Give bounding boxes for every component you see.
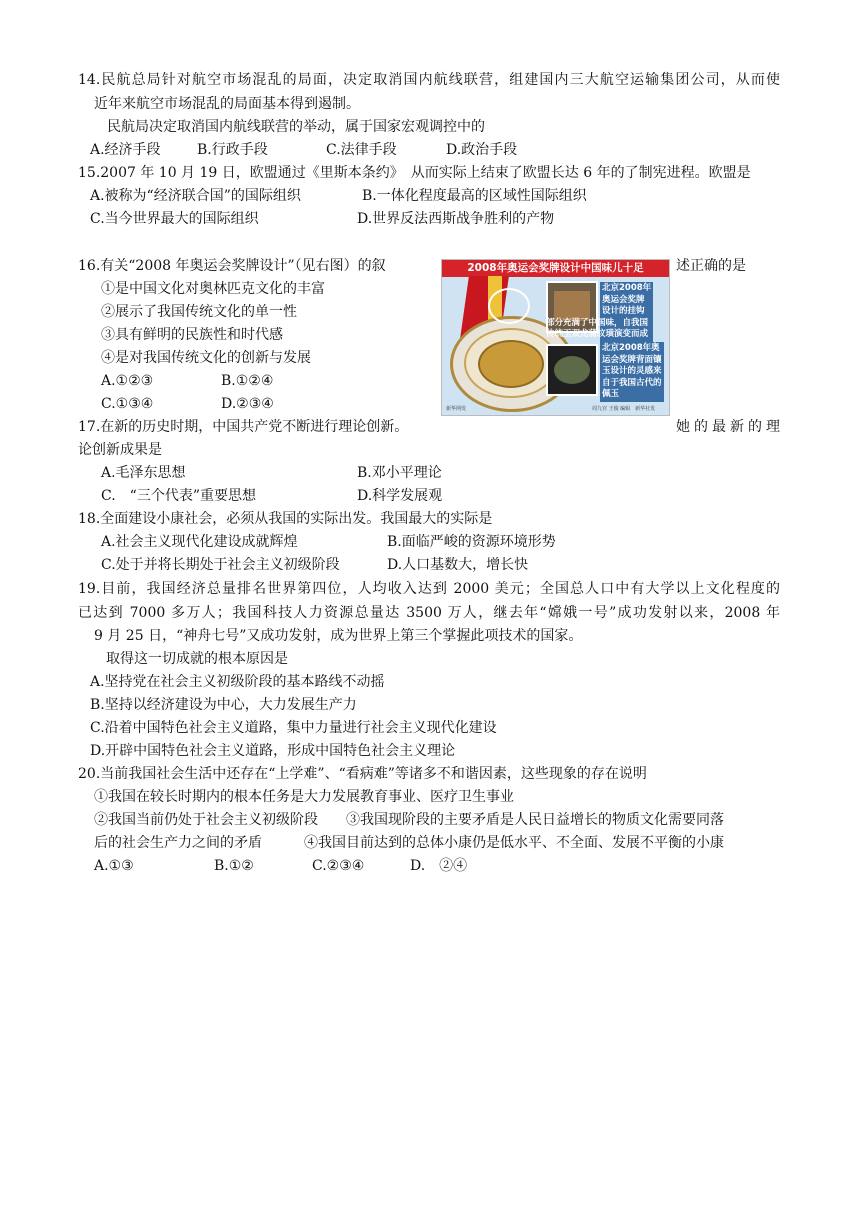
caption-1-line-5: 传统玉双龙蒲纹璜演变而成	[546, 329, 649, 339]
hook-highlight-circle	[488, 288, 530, 324]
q19-stem: 取得这一切成就的根本原因是	[106, 651, 288, 667]
q17-text-right: 她的最新的理	[676, 419, 780, 435]
q14-text-line-1: 14.民航总局针对航空市场混乱的局面，决定取消国内航线联营，组建国内三大航空运输集团公司，从而使	[78, 72, 780, 88]
q19-text-line-3: 9 月 25 日，“神舟七号”又成功发射，成为世界上第三个掌握此项技术的国家。	[94, 628, 583, 644]
q20-option-a: A.①③	[94, 858, 134, 874]
caption-2-line-4: 自于我国古代的	[602, 377, 662, 388]
q16-item-4: ④是对我国传统文化的创新与发展	[101, 350, 311, 366]
caption-2-line-1: 北京2008年奥	[602, 343, 660, 353]
q20-option-c: C.②③④	[312, 858, 365, 874]
q16-item-1: ①是中国文化对奥林匹克文化的丰富	[101, 281, 325, 297]
q14-option-b: B.行政手段	[197, 142, 268, 158]
q14-option-c: C.法律手段	[326, 142, 397, 158]
q15-option-d: D.世界反法西斯战争胜利的产物	[357, 211, 555, 227]
q19-option-c: C.沿着中国特色社会主义道路，集中力量进行社会主义现代化建设	[90, 720, 497, 736]
q16-item-3: ③具有鲜明的民族性和时代感	[101, 327, 283, 343]
q16-option-c: C.①③④	[101, 396, 154, 412]
q20-option-b: B.①②	[214, 858, 254, 874]
q14-text-line-2: 近年来航空市场混乱的局面基本得到遏制。	[94, 96, 360, 112]
figure-banner: 2008年奥运会奖牌设计中国味儿十足	[442, 260, 669, 277]
caption-2-line-5: 佩玉	[602, 389, 620, 399]
q14-stem: 民航局决定取消国内航线联营的举动，属于国家宏观调控中的	[107, 119, 485, 135]
figure-footer-right: 周九宫 王俊 编辑 新华社发	[592, 406, 656, 412]
q16-option-d: D.②③④	[221, 396, 274, 412]
q19-option-a: A.坚持党在社会主义初级阶段的基本路线不动摇	[90, 674, 385, 690]
q17-option-b: B.邓小平理论	[357, 465, 442, 481]
q16-option-a: A.①②③	[101, 373, 154, 389]
q17-option-a: A.毛泽东思想	[101, 465, 186, 481]
q17-option-d: D.科学发展观	[357, 488, 443, 504]
q20-item-3-4: 后的社会生产力之间的矛盾 ④我国目前达到的总体小康仍是低水平、不全面、发展不平衡的小康	[94, 835, 724, 851]
q17-text-line-2: 论创新成果是	[78, 442, 162, 458]
figure-caption-2	[600, 342, 664, 402]
q20-option-d: D. ②④	[410, 858, 468, 874]
caption-1-line-4: 部分充满了中国味，自我国	[546, 317, 649, 328]
q15-option-b: B.一体化程度最高的区域性国际组织	[362, 188, 587, 204]
q15-text-line-1: 15.2007 年 10 月 19 日，欧盟通过《里斯本条约》 从而实际上结束了欧盟长达 6 年的了制宪进程。欧盟是	[78, 165, 751, 181]
q16-item-2: ②展示了我国传统文化的单一性	[101, 304, 297, 320]
q16-text-left: 16.有关“2008 年奥运会奖牌设计”（见右图）的叙	[78, 258, 386, 274]
q15-option-c: C.当今世界最大的国际组织	[90, 211, 259, 227]
q20-item-2-3: ②我国当前仍处于社会主义初级阶段 ③我国现阶段的主要矛盾是人民日益增长的物质文化需要同落	[94, 812, 724, 828]
q18-text-line-1: 18.全面建设小康社会，必须从我国的实际出发。我国最大的实际是	[78, 511, 493, 527]
q14-option-a: A.经济手段	[90, 142, 161, 158]
caption-1-line-1: 北京2008年	[602, 283, 652, 293]
q16-text-right: 述正确的是	[676, 258, 746, 274]
q18-option-c: C.处于并将长期处于社会主义初级阶段	[101, 557, 340, 573]
caption-1-line-2: 奥运会奖牌	[602, 294, 645, 305]
q20-text-line-1: 20.当前我国社会生活中还存在“上学难”、“看病难”等诸多不和谐因素，这些现象的存在说明	[78, 766, 647, 782]
medal-gold-center	[478, 340, 544, 388]
q18-option-a: A.社会主义现代化建设成就辉煌	[101, 534, 298, 550]
q17-option-c: C. “三个代表”重要思想	[101, 488, 256, 504]
q14-option-d: D.政治手段	[446, 142, 518, 158]
q18-option-b: B.面临严峻的资源环境形势	[387, 534, 556, 550]
q17-text-left: 17.在新的历史时期，中国共产党不断进行理论创新。	[78, 419, 409, 435]
q15-option-a: A.被称为“经济联合国”的国际组织	[90, 188, 301, 204]
caption-1-line-3: 设计的挂钩	[602, 306, 645, 316]
q20-item-1: ①我国在较长时期内的根本任务是大力发展教育事业、医疗卫生事业	[94, 789, 514, 805]
q19-text-line-2: 已达到 7000 多万人；我国科技人力资源总量达 3500 万人，继去年“嫦娥一号”成功发射以来，2008 年	[78, 605, 780, 621]
q19-option-b: B.坚持以经济建设为中心，大力发展生产力	[90, 697, 357, 713]
q19-option-d: D.开辟中国特色社会主义道路，形成中国特色社会主义理论	[90, 743, 456, 759]
figure-footer-left: 新华网发	[446, 406, 467, 412]
figure-caption-1	[546, 282, 653, 342]
q19-text-line-1: 19.目前，我国经济总量排名世界第四位，人均收入达到 2000 美元；全国总人口中有大学以上文化程度的	[78, 581, 780, 597]
caption-2-line-3: 玉设计的灵感来	[602, 366, 662, 376]
olympic-medal-figure	[441, 259, 670, 416]
jade-pendant-photo	[546, 344, 598, 396]
q16-option-b: B.①②④	[221, 373, 274, 389]
q18-option-d: D.人口基数大，增长快	[387, 557, 529, 573]
caption-2-line-2: 运会奖牌背面镶	[602, 354, 662, 365]
